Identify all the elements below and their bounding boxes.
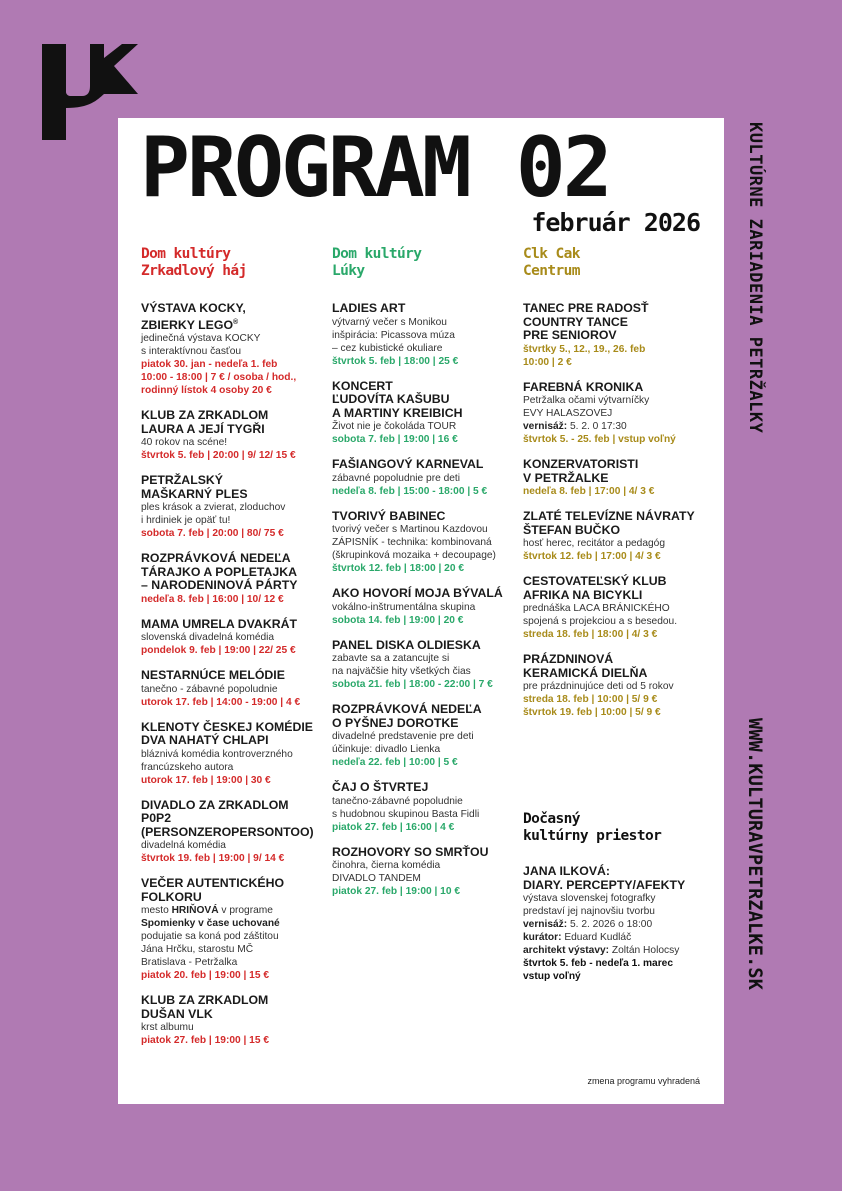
event-vernisaz: vernisáž: 5. 2. 0 17:30: [523, 421, 627, 432]
event-date: piatok 30. jan - nedeľa 1. feb 10:00 - 18:00 | 7 € / osoba / hod., rodinný lístok 4 osoby 20 €: [141, 359, 297, 397]
event-title: ROZHOVORY SO SMRŤOU: [332, 844, 489, 859]
event-title: AKO HOVORÍ MOJA BÝVALÁ: [332, 586, 503, 600]
event-date: utorok 17. feb | 19:00 | 30 €: [141, 774, 271, 786]
event-date: piatok 27. feb | 16:00 | 4 €: [332, 821, 455, 833]
event-title: KLUB ZA ZRKADLOM LAURA A JEJÍ TYGŘI: [141, 408, 269, 436]
event-description: ples krások a zvierat, zloduchov i hrdiniek je opäť tu!: [141, 502, 286, 527]
event: [332, 380, 510, 447]
event: [141, 302, 319, 397]
event-description: Petržalka očami výtvarníčky EVY HALASZOVEJ: [523, 395, 650, 419]
event: [141, 409, 319, 462]
event-date: pondelok 9. feb | 19:00 | 22/ 25 €: [141, 645, 296, 657]
event-architect: architekt výstavy: Zoltán Holocsy: [523, 945, 680, 956]
event-title: KONZERVATORISTI V PETRŽALKE: [523, 457, 639, 485]
registered-mark: ®: [233, 318, 239, 326]
event-date: nedeľa 22. feb | 10:00 | 5 €: [332, 757, 458, 768]
event: [141, 994, 319, 1047]
side-organization: KULTÚRNE ZARIADENIA PETRŽALKY: [745, 122, 765, 434]
event-date: sobota 21. feb | 18:00 - 22:00 | 7 €: [332, 679, 493, 690]
event-date: sobota 7. feb | 20:00 | 80/ 75 €: [141, 528, 284, 540]
event-description: divadelná komédia: [141, 840, 226, 852]
event-title: JANA ILKOVÁ: DIARY. PERCEPTY/AFEKTY: [523, 864, 686, 892]
column-clk-cak: [523, 246, 701, 731]
venue-heading: Dočasný kultúrny priestor: [523, 811, 662, 844]
event-title: PETRŽALSKÝ MAŠKARNÝ PLES: [141, 473, 248, 501]
venue-heading: Clk Cak Centrum: [523, 246, 580, 279]
event-description: slovenská divadelná komédia: [141, 632, 275, 644]
event-description: 40 rokov na scéne!: [141, 437, 228, 449]
event: [523, 653, 701, 719]
event-title: TVORIVÝ BABINEC: [332, 508, 446, 523]
event-date: piatok 27. feb | 19:00 | 10 €: [332, 886, 461, 897]
event-description: bláznivá komédia kontroverzného francúzskeho autora: [141, 748, 293, 773]
event-title: CESTOVATEĽSKÝ KLUB AFRIKA NA BICYKLI: [523, 574, 667, 602]
event-description: hosť herec, recitátor a pedagóg: [523, 538, 666, 549]
event-title: FAŠIANGOVÝ KARNEVAL: [332, 457, 484, 471]
event-description: krst albumu: [141, 1022, 194, 1034]
event: [332, 510, 510, 576]
event: [141, 669, 319, 709]
event: [332, 703, 510, 769]
event-date: štvrtok 5. - 25. feb | vstup voľný: [523, 434, 676, 445]
event-date: nedeľa 8. feb | 17:00 | 4/ 3 €: [523, 486, 655, 497]
event-date: piatok 27. feb | 19:00 | 15 €: [141, 1035, 270, 1047]
column-luky: [332, 246, 510, 910]
event-title: FAREBNÁ KRONIKA: [523, 379, 644, 394]
event-description: jedinečná výstava KOCKY s interaktívnou časťou: [141, 333, 261, 358]
page-title: PROGRAM 02: [140, 119, 610, 216]
event-description: výstava slovenskej fotografky predstaví jej najnovšiu tvorbu: [523, 893, 656, 917]
event: [141, 877, 319, 982]
event-date: nedeľa 8. feb | 16:00 | 10/ 12 €: [141, 593, 284, 605]
event-title: KLENOTY ČESKEJ KOMÉDIE DVA NAHATÝ CHLAPI: [141, 719, 313, 748]
event-description: činohra, čierna komédia DIVADLO TANDEM: [332, 860, 441, 884]
event-title: VEČER AUTENTICKÉHO FOLKORU: [141, 876, 285, 904]
event: [332, 781, 510, 834]
event: [332, 846, 510, 899]
event: [523, 458, 701, 498]
venue-heading: Dom kultúry Lúky: [332, 246, 422, 279]
event-date: štvrtok 12. feb | 18:00 | 20 €: [332, 563, 464, 574]
event-description: mesto HRIŇOVÁ v programe Spomienky v čase uchované podujatie sa koná pod záštitou Jána Hrčku, starostu MČ Bratislava - Petržalka: [141, 905, 280, 969]
event-curator: kurátor: Eduard Kudláč: [523, 932, 632, 943]
event-title: KONCERT ĽUDOVÍTA KAŠUBU A MARTINY KREIBICH: [332, 378, 463, 420]
event-description: tanečno - zábavné popoludnie: [141, 683, 278, 695]
column-zrkadlovy-haj: [141, 246, 319, 1059]
event-date: streda 18. feb | 10:00 | 5/ 9 € štvrtok 19. feb | 10:00 | 5/ 9 €: [523, 694, 661, 718]
event-title: PANEL DISKA OLDIESKA: [332, 637, 481, 652]
event: [523, 510, 701, 563]
program-sheet: [118, 118, 724, 1104]
event-title: PRÁZDNINOVÁ KERAMICKÁ DIELŇA: [523, 652, 648, 680]
event-date: streda 18. feb | 18:00 | 4/ 3 €: [523, 629, 658, 640]
event-description: prednáška LACA BRÁNICKÉHO spojená s projekciou a s besedou.: [523, 603, 678, 627]
event-description: Život nie je čokoláda TOUR: [332, 421, 457, 432]
event-title: VÝSTAVA KOCKY, ZBIERKY LEGO®: [141, 301, 246, 332]
event-description: divadelné predstavenie pre deti účinkuje: divadlo Lienka: [332, 731, 474, 755]
event-date: utorok 17. feb | 14:00 - 19:00 | 4 €: [141, 696, 301, 708]
event: [332, 587, 510, 627]
event: [141, 474, 319, 540]
event-vernisaz: vernisáž: 5. 2. 2026 o 18:00: [523, 919, 653, 930]
event-title: ROZPRÁVKOVÁ NEDEĽA O PYŠNEJ DOROTKE: [332, 702, 482, 730]
event-title: KLUB ZA ZRKADLOM DUŠAN VLK: [141, 993, 269, 1021]
event-date: štvrtok 12. feb | 17:00 | 4/ 3 €: [523, 551, 661, 562]
event-description: vokálno-inštrumentálna skupina: [332, 601, 476, 613]
event-description: pre prázdninujúce deti od 5 rokov: [523, 681, 674, 692]
event: [141, 552, 319, 606]
temporary-venue: [523, 811, 723, 983]
event: [332, 639, 510, 692]
event-title: TANEC PRE RADOSŤ COUNTRY TANCE PRE SENIOROV: [523, 301, 649, 342]
event-description: zabavte sa a zatancujte si na najväčšie hity všetkých čias: [332, 653, 471, 677]
event: [523, 302, 701, 369]
side-website[interactable]: WWW.KULTURAVPETRZALKE.SK: [744, 718, 765, 991]
event-date: štvrtok 19. feb | 19:00 | 9/ 14 €: [141, 853, 285, 865]
event-title: ČAJ O ŠTVRTEJ: [332, 780, 429, 794]
event-title: ZLATÉ TELEVÍZNE NÁVRATY ŠTEFAN BUČKO: [523, 509, 695, 537]
page-subtitle: február 2026: [531, 208, 700, 237]
event-title: DIVADLO ZA ZRKADLOM P0P2 (PERSONZEROPERSONTOO): [141, 797, 314, 839]
event-description: tanečno-zábavné popoludnie s hudobnou skupinou Basta Fidli: [332, 795, 480, 820]
event-date: sobota 14. feb | 19:00 | 20 €: [332, 614, 464, 626]
event-description: výtvarný večer s Monikou inšpirácia: Picassova múza – cez kubistické okuliare: [332, 316, 455, 354]
event-title: NESTARNÚCE MELÓDIE: [141, 668, 285, 683]
event-date: štvrtky 5., 12., 19., 26. feb 10:00 | 2 €: [523, 343, 646, 368]
event-date: štvrtok 5. feb | 20:00 | 9/ 12/ 15 €: [141, 450, 296, 462]
event-date: piatok 20. feb | 19:00 | 15 €: [141, 970, 270, 982]
event: [141, 721, 319, 787]
event: [523, 575, 701, 641]
event-date: nedeľa 8. feb | 15:00 - 18:00 | 5 €: [332, 485, 488, 497]
event-date: sobota 7. feb | 19:00 | 16 €: [332, 434, 458, 445]
venue-heading: Dom kultúry Zrkadlový háj: [141, 246, 247, 279]
program-change-note: zmena programu vyhradená: [587, 1076, 700, 1086]
event-title: MAMA UMRELA DVAKRÁT: [141, 616, 297, 631]
event: [141, 618, 319, 658]
event: [141, 799, 319, 866]
event: [332, 458, 510, 498]
event: [523, 381, 701, 447]
event-title: LADIES ART: [332, 301, 406, 315]
event-description: tvorivý večer s Martinou Kazdovou ZÁPISNÍK - technika: kombinovaná (škrupinková mozaika + decoupage): [332, 524, 496, 561]
event-description: zábavné popoludnie pre deti: [332, 472, 461, 484]
event-date: štvrtok 5. feb - nedeľa 1. marec vstup voľný: [523, 958, 674, 982]
event-title: ROZPRÁVKOVÁ NEDEĽA TÁRAJKO A POPLETAJKA – NARODENINOVÁ PÁRTY: [141, 551, 298, 593]
event-date: štvrtok 5. feb | 18:00 | 25 €: [332, 355, 459, 367]
event: [332, 302, 510, 368]
